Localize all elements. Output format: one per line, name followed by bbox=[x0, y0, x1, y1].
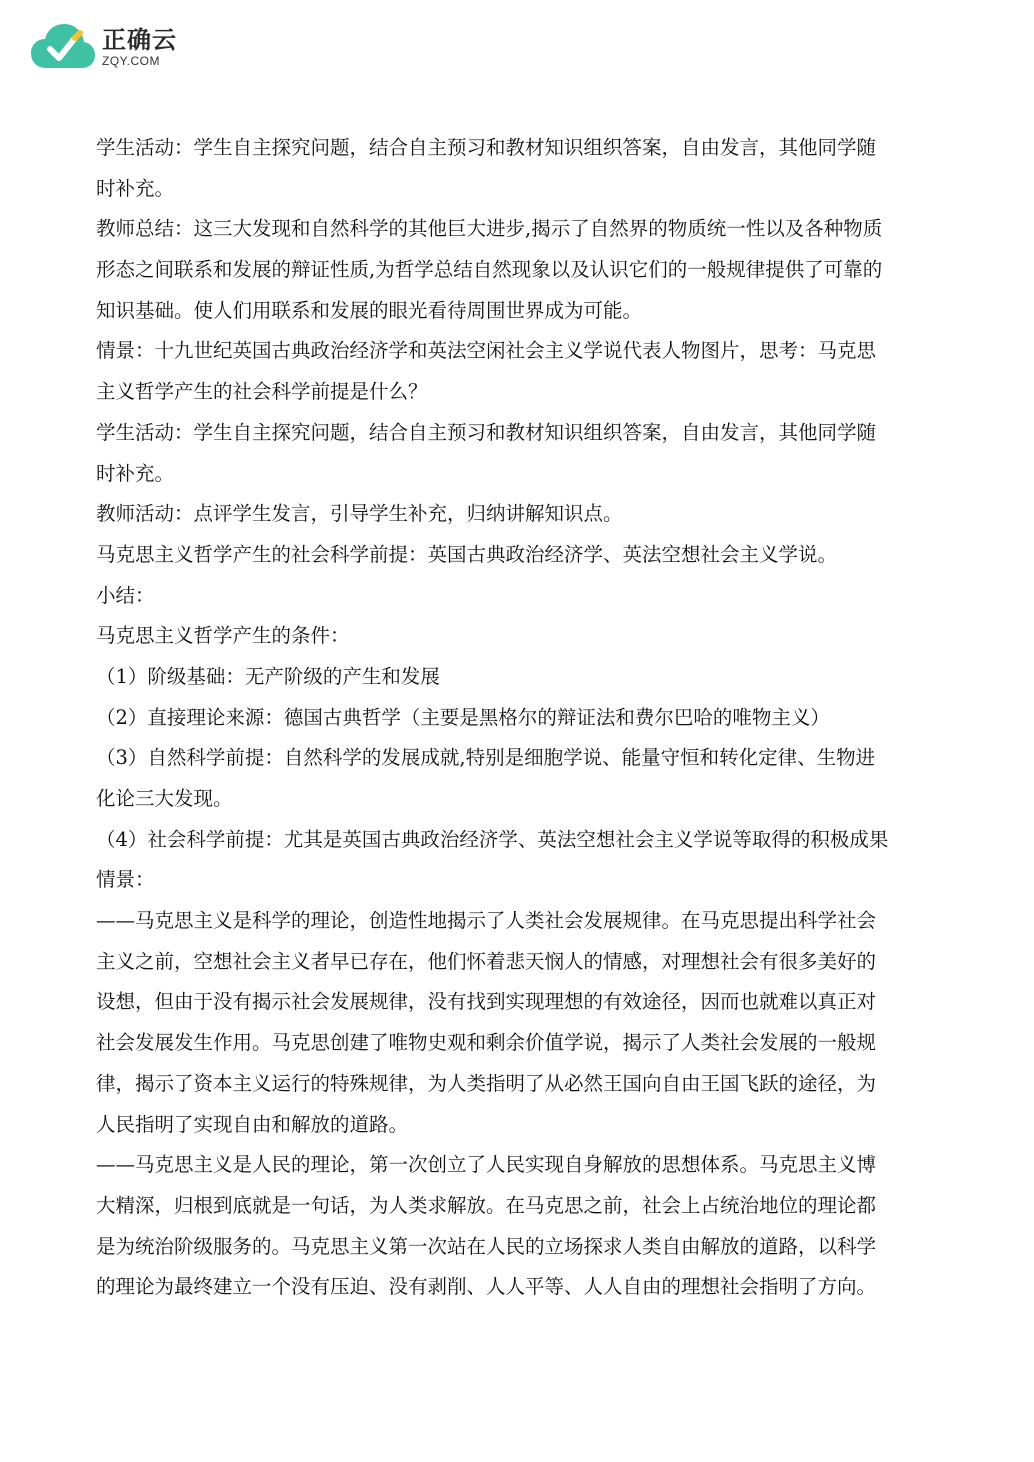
text-line: 情景：十九世纪英国古典政治经济学和英法空闲社会主义学说代表人物图片，思考：马克思 bbox=[96, 339, 877, 363]
text-line: ——马克思主义是人民的理论，第一次创立了人民实现自身解放的思想体系。马克思主义博 bbox=[96, 1153, 877, 1177]
text-line: 人民指明了实现自由和解放的道路。 bbox=[96, 1112, 409, 1136]
text-line: 时补充。 bbox=[96, 176, 175, 200]
text-line: 主义之前，空想社会主义者早已存在，他们怀着悲天悯人的情感，对理想社会有很多美好的 bbox=[96, 949, 877, 973]
logo-name: 正确云 bbox=[102, 25, 177, 54]
text-line: 知识基础。使人们用联系和发展的眼光看待周围世界成为可能。 bbox=[96, 298, 643, 322]
document-body bbox=[96, 128, 942, 1308]
text-line: 律，揭示了资本主义运行的特殊规律，为人类指明了从必然王国向自由王国飞跃的途径，为 bbox=[96, 1071, 877, 1095]
text-line: ——马克思主义是科学的理论，创造性地揭示了人类社会发展规律。在马克思提出科学社会 bbox=[96, 909, 877, 933]
logo-domain: ZQY.COM bbox=[102, 53, 160, 68]
text-line: （1）阶级基础：无产阶级的产生和发展 bbox=[96, 664, 440, 688]
text-line: （2）直接理论来源：德国古典哲学（主要是黑格尔的辩证法和费尔巴哈的唯物主义） bbox=[96, 705, 830, 729]
text-line: 小结： bbox=[96, 583, 155, 607]
text-line: 时补充。 bbox=[96, 461, 175, 485]
text-line: 是为统治阶级服务的。马克思主义第一次站在人民的立场探求人类自由解放的道路，以科学 bbox=[96, 1234, 877, 1258]
text-line: 主义哲学产生的社会科学前提是什么？ bbox=[96, 380, 428, 404]
text-line: 情景： bbox=[96, 868, 155, 892]
text-line: 大精深，归根到底就是一句话，为人类求解放。在马克思之前，社会上占统治地位的理论都 bbox=[96, 1193, 877, 1217]
text-line: （3）自然科学前提：自然科学的发展成就,特别是细胞学说、能量守恒和转化定律、生物进 bbox=[96, 746, 876, 770]
text-line: 设想，但由于没有揭示社会发展规律，没有找到实现理想的有效途径，因而也就难以真正对 bbox=[96, 990, 877, 1014]
text-line: 教师总结：这三大发现和自然科学的其他巨大进步,揭示了自然界的物质统一性以及各种物质 bbox=[96, 217, 883, 241]
brand-logo bbox=[30, 22, 177, 72]
text-line: 化论三大发现。 bbox=[96, 787, 233, 810]
text-line: 教师活动：点评学生发言，引导学生补充，归纳讲解知识点。 bbox=[96, 502, 623, 526]
text-line: 马克思主义哲学产生的条件： bbox=[96, 624, 350, 648]
text-line: （4）社会科学前提：尤其是英国古典政治经济学、英法空想社会主义学说等取得的积极成果 bbox=[96, 827, 889, 851]
text-line: 社会发展发生作用。马克思创建了唯物史观和剩余价值学说，揭示了人类社会发展的一般规 bbox=[96, 1031, 877, 1055]
text-line: 马克思主义哲学产生的社会科学前提：英国古典政治经济学、英法空想社会主义学说。 bbox=[96, 542, 838, 566]
text-line: 的理论为最终建立一个没有压迫、没有剥削、人人平等、人人自由的理想社会指明了方向。 bbox=[96, 1275, 877, 1299]
text-line: 形态之间联系和发展的辩证性质,为哲学总结自然现象以及认识它们的一般规律提供了可靠的 bbox=[96, 258, 883, 282]
text-line: 学生活动：学生自主探究问题，结合自主预习和教材知识组织答案，自由发言，其他同学随 bbox=[96, 136, 877, 159]
logo-text bbox=[102, 25, 177, 68]
text-line: 学生活动：学生自主探究问题，结合自主预习和教材知识组织答案，自由发言，其他同学随 bbox=[96, 420, 877, 444]
cloud-check-icon bbox=[30, 22, 96, 72]
